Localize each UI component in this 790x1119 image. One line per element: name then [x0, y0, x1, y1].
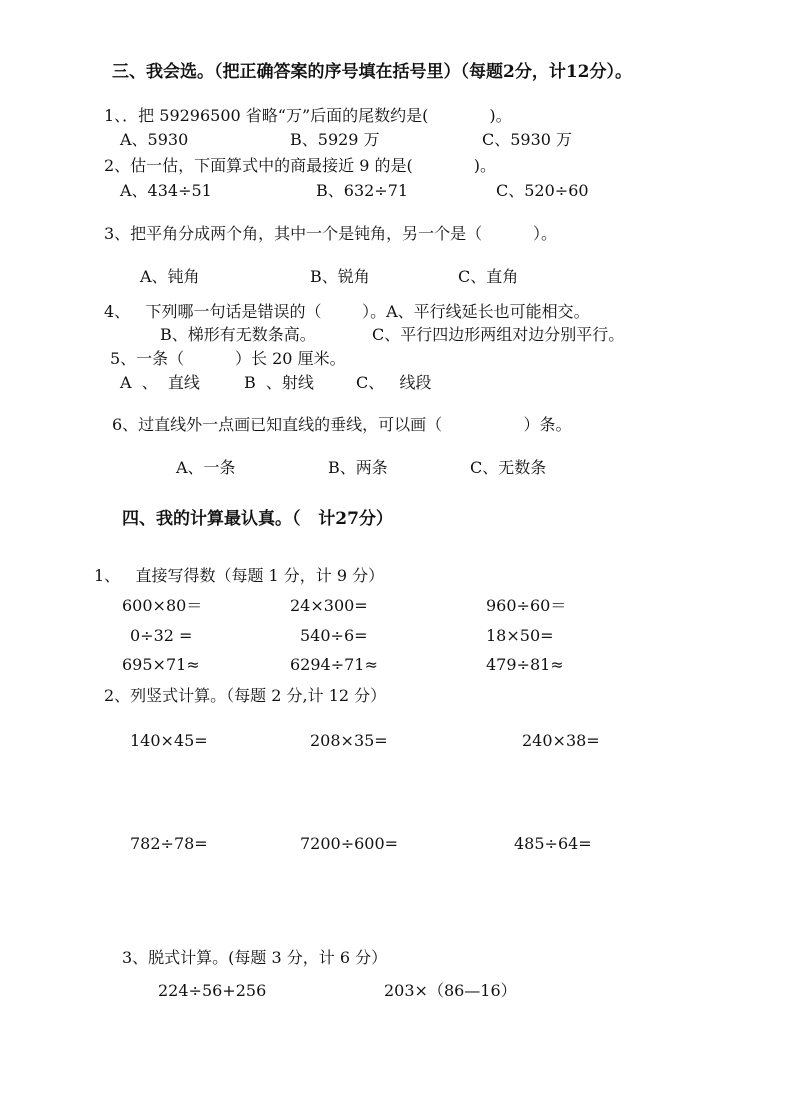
q6-option-c: C、无数条	[470, 458, 547, 477]
q6-option-b: B、两条	[328, 458, 388, 477]
calc-item: 479÷81≈	[486, 655, 564, 674]
q1-option-a: A、5930	[120, 130, 189, 149]
q6-stem: 6、过直线外一点画已知直线的垂线，可以画（ ）条。	[112, 415, 572, 434]
vertical-calc-item: 485÷64=	[514, 834, 592, 853]
q5-stem: 5、一条（ ）长 20 厘米。	[110, 349, 346, 368]
q3-option-b: B、锐角	[310, 267, 370, 286]
stepwise-calc-item: 203×（86—16）	[384, 981, 517, 1000]
q3-option-c: C、直角	[458, 267, 519, 286]
q5-option-a: A 、 直线	[120, 373, 200, 392]
calc-item: 6294÷71≈	[290, 655, 378, 674]
vertical-calc-item: 782÷78=	[130, 834, 208, 853]
q2-option-b: B、632÷71	[316, 181, 409, 200]
q1-option-b: B、5929 万	[290, 130, 380, 149]
vertical-calc-item: 7200÷600=	[300, 834, 399, 853]
q1-stem: 1、．把 59296500 省略“万”后面的尾数约是( )。	[104, 106, 512, 125]
q3-stem: 3、把平角分成两个角，其中一个是钝角，另一个是（ ）。	[104, 224, 558, 243]
q1-option-c: C、5930 万	[482, 130, 573, 149]
q2-option-a: A、434÷51	[120, 181, 212, 200]
calc-item: 18×50=	[486, 626, 554, 645]
q5-option-b: B 、射线	[244, 373, 314, 392]
q3-option-a: A、钝角	[140, 267, 200, 286]
part3-title: 3、脱式计算。(每题 3 分，计 6 分）	[122, 948, 388, 967]
section3-heading: 三、我会选。（把正确答案的序号填在括号里）（每题2分，计12分）。	[112, 62, 632, 82]
calc-item: 24×300=	[290, 596, 368, 615]
calc-item: 0÷32 =	[130, 626, 193, 645]
q2-stem: 2、估一估，下面算式中的商最接近 9 的是( )。	[104, 156, 497, 175]
calc-item: 960÷60＝	[486, 596, 567, 615]
calc-item: 540÷6=	[300, 626, 368, 645]
calc-item: 600×80＝	[122, 596, 203, 615]
q4-option-c: C、平行四边形两组对边分别平行。	[372, 325, 625, 344]
q2-option-c: C、520÷60	[496, 181, 589, 200]
calc-item: 695×71≈	[122, 655, 200, 674]
section4-heading: 四、我的计算最认真。（ 计27分）	[122, 509, 393, 529]
q4-option-b: B、梯形有无数条高。	[160, 325, 316, 344]
q5-option-c: C、 线段	[356, 373, 432, 392]
part2-title: 2、列竖式计算。（每题 2 分,计 12 分）	[104, 686, 387, 705]
vertical-calc-item: 240×38=	[522, 731, 600, 750]
q6-option-a: A、一条	[176, 458, 236, 477]
vertical-calc-item: 208×35=	[310, 731, 388, 750]
vertical-calc-item: 140×45=	[130, 731, 208, 750]
stepwise-calc-item: 224÷56+256	[158, 981, 267, 1000]
q4-stem: 4、 下列哪一句话是错误的（ ）。A、平行线延长也可能相交。	[104, 302, 590, 321]
part1-title: 1、 直接写得数（每题 1 分，计 9 分）	[94, 566, 385, 585]
